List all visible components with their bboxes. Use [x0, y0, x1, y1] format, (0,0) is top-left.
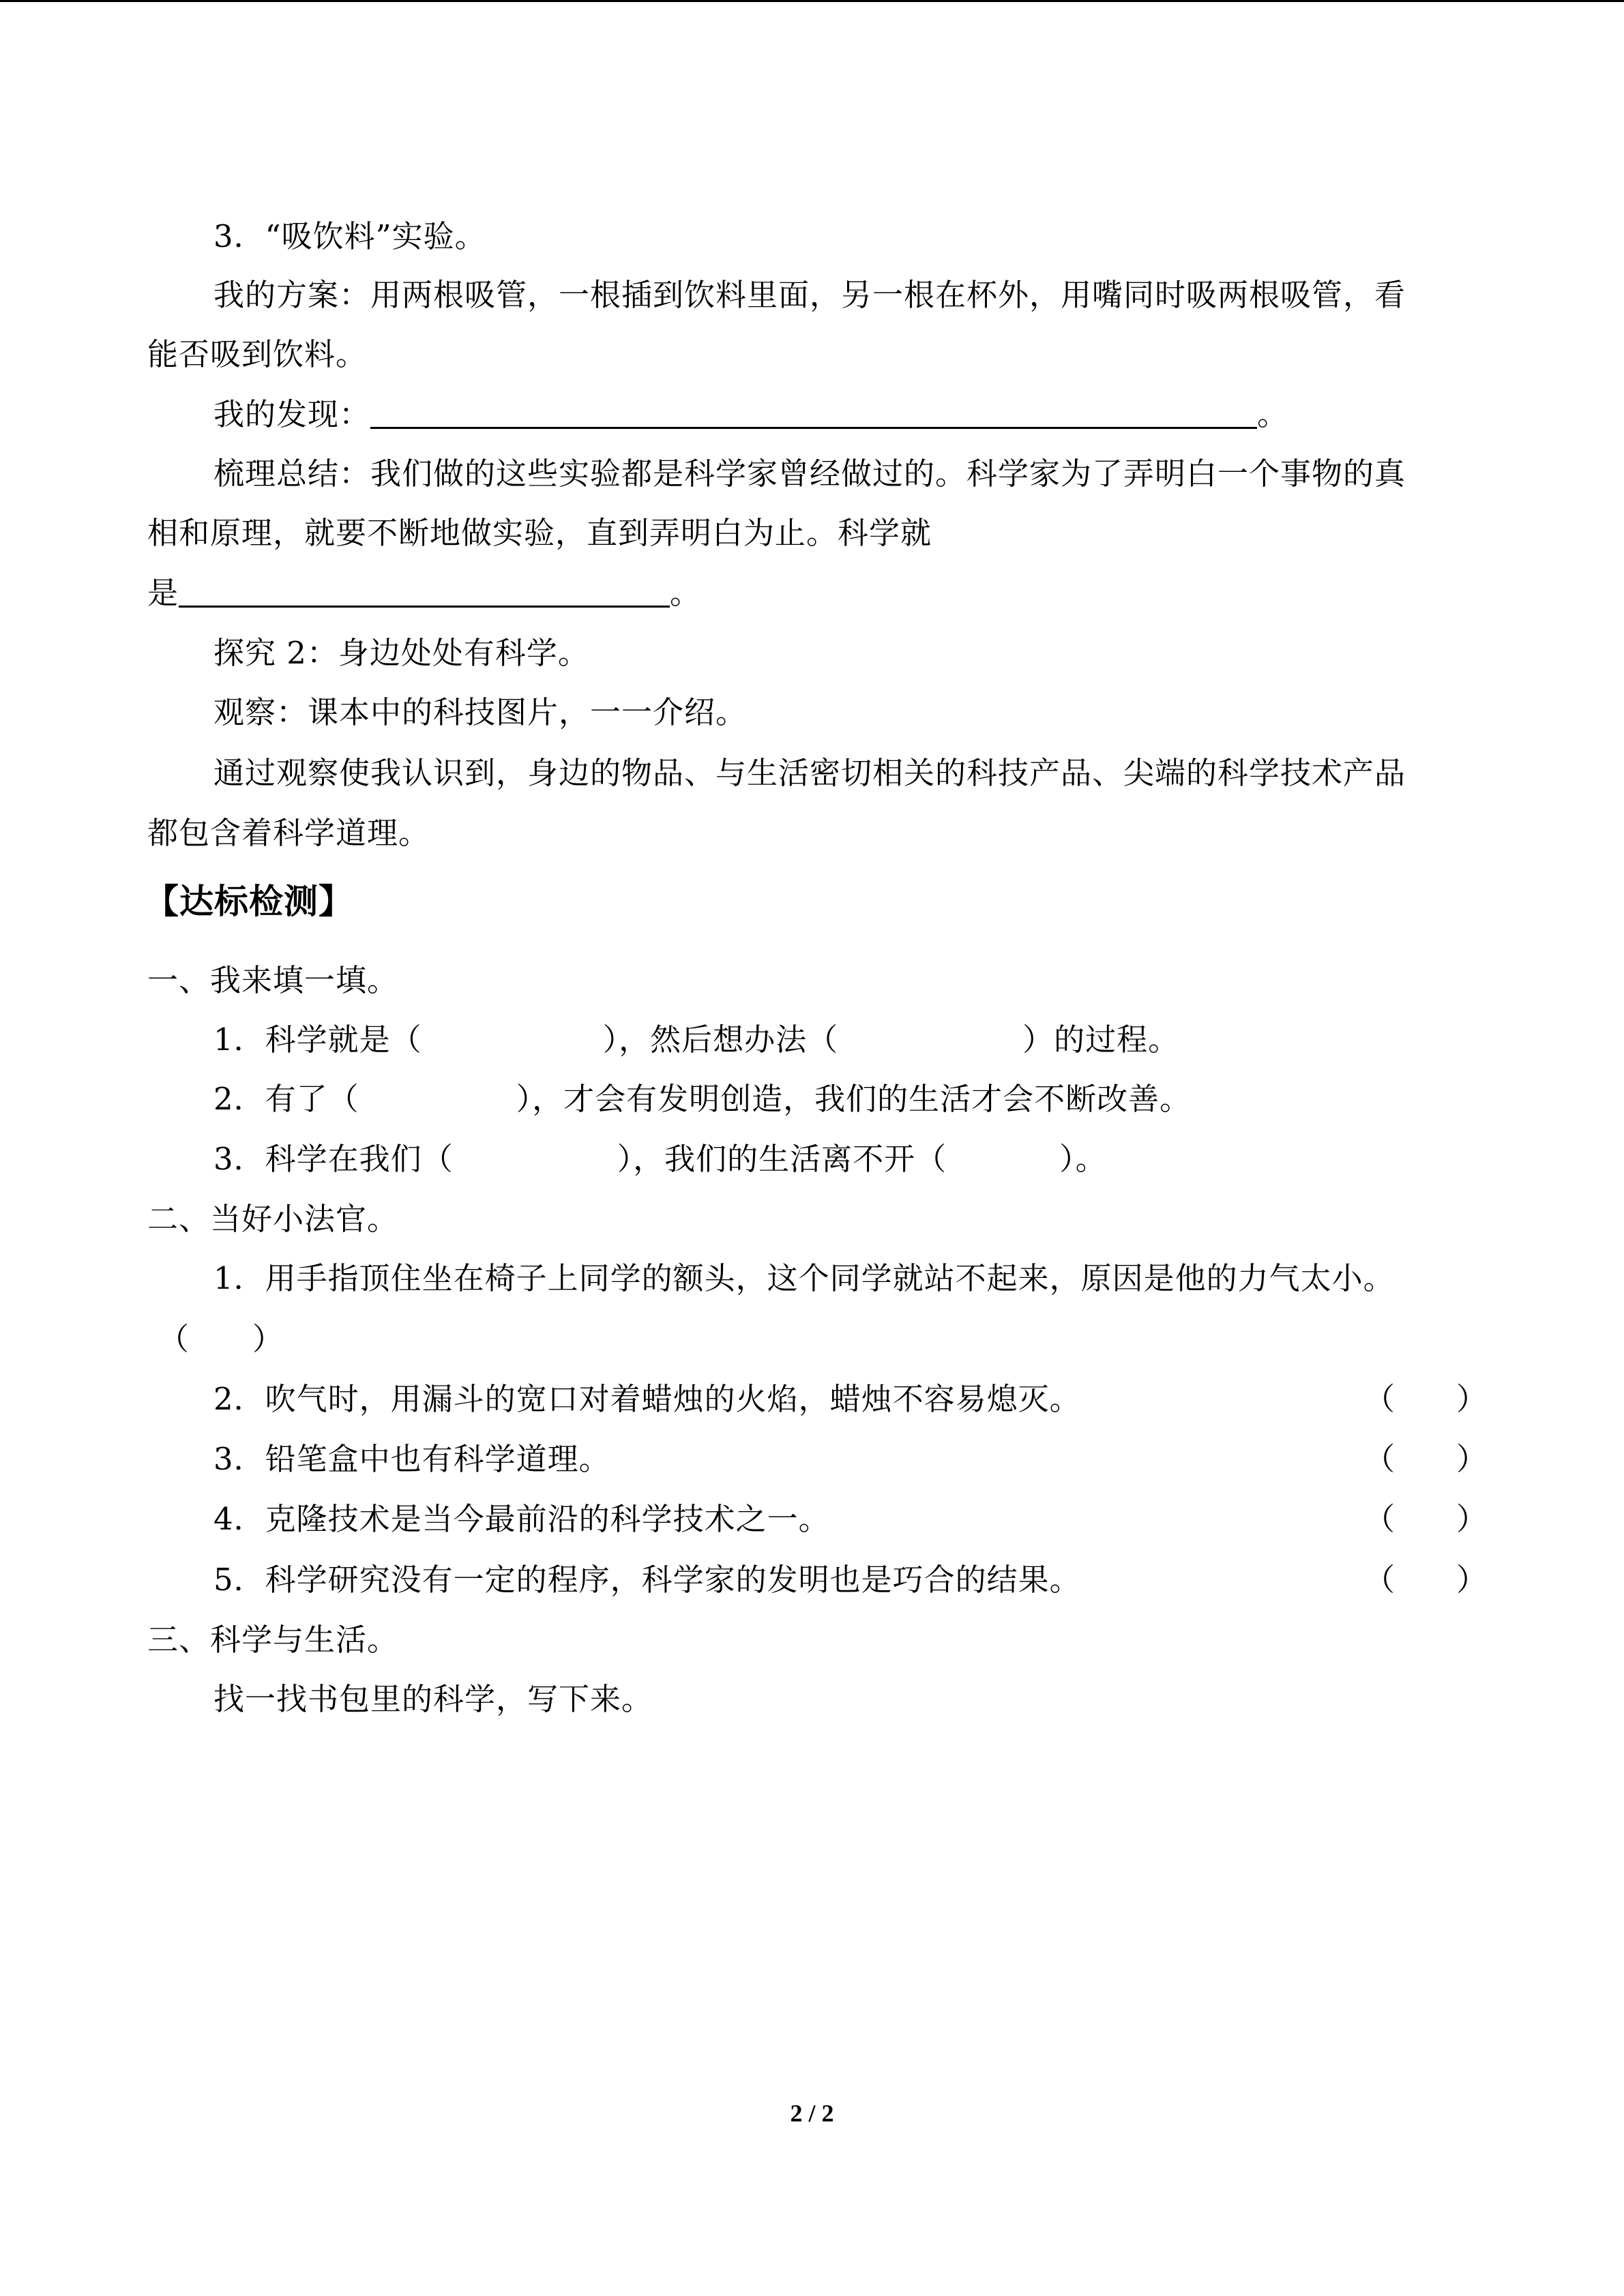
summary-line1: 梳理总结：我们做的这些实验都是科学家曾经做过的。科学家为了弄明白一个事物的真: [213, 456, 1406, 492]
summary-line2: 相和原理，就要不断地做实验，直到弄明白为止。科学就: [147, 515, 932, 551]
fill-q1-part-b: ），然后想办法（: [602, 1022, 839, 1058]
judge-q2-answer[interactable]: （ ）: [1364, 1381, 1488, 1417]
judge-q5: 5．科学研究没有一定的程序，科学家的发明也是巧合的结果。: [213, 1562, 1081, 1598]
summary-prefix: 是: [147, 575, 179, 611]
fill-q3: [213, 1139, 1107, 1180]
judge-q4-answer[interactable]: （ ）: [1364, 1501, 1488, 1537]
summary-line3: [147, 573, 701, 614]
observe-text: 观察：课本中的科技图片，一一介绍。: [213, 694, 748, 730]
fill-q3-part-c: ）。: [1059, 1141, 1107, 1177]
conclusion-line1: 通过观察使我认识到，身边的物品、与生活密切相关的科技产品、尖端的科学技术产品: [213, 755, 1406, 791]
section-2-title: 二、当好小法官。: [147, 1201, 399, 1237]
finding-label: 我的发现：: [213, 396, 371, 432]
conclusion-line2: 都包含着科学道理。: [147, 815, 430, 851]
fill-q2: [213, 1079, 1191, 1120]
section-3-task: 找一找书包里的科学，写下来。: [213, 1681, 653, 1717]
section-1-title: 一、我来填一填。: [147, 962, 399, 998]
page-number: 2 / 2: [790, 2100, 834, 2127]
judge-q4: 4．克隆技术是当今最前沿的科学技术之一。: [213, 1501, 830, 1537]
fill-q2-part-b: ），才会有发明创造，我们的生活才会不断改善。: [516, 1081, 1192, 1117]
experiment-3-title: 3．“吸饮料”实验。: [213, 218, 486, 254]
summary-period: 。: [670, 575, 702, 611]
fill-q1-part-c: ）的过程。: [1022, 1022, 1180, 1058]
finding-period: 。: [1257, 396, 1289, 432]
explore-2-title: 探究 2：身边处处有科学。: [213, 635, 589, 671]
judge-q1: 1．用手指顶住坐在椅子上同学的额头，这个同学就站不起来，原因是他的力气太小。: [213, 1260, 1395, 1296]
assessment-heading: 【达标检测】: [145, 881, 353, 921]
section-3-title: 三、科学与生活。: [147, 1622, 399, 1658]
judge-q3: 3．铅笔盒中也有科学道理。: [213, 1441, 610, 1477]
judge-q5-answer[interactable]: （ ）: [1364, 1562, 1488, 1598]
plan-text-line2: 能否吸到饮料。: [147, 336, 368, 372]
summary-blank[interactable]: [179, 578, 670, 608]
fill-q3-part-a: 3．科学在我们（: [213, 1141, 454, 1177]
finding-blank[interactable]: [370, 400, 1257, 429]
fill-q1-part-a: 1．科学就是（: [213, 1022, 422, 1058]
fill-q3-part-b: ），我们的生活离不开（: [617, 1141, 947, 1177]
fill-q2-part-a: 2．有了（: [213, 1081, 359, 1117]
judge-q2: 2．吹气时，用漏斗的宽口对着蜡烛的火焰，蜡烛不容易熄灭。: [213, 1381, 1081, 1417]
fill-q1: [213, 1019, 1179, 1060]
plan-text-line1: 我的方案：用两根吸管，一根插到饮料里面，另一根在杯外，用嘴同时吸两根吸管，看: [213, 277, 1406, 313]
finding-row: [213, 394, 1288, 435]
judge-q3-answer[interactable]: （ ）: [1364, 1441, 1488, 1477]
judge-q1-answer[interactable]: （ ）: [158, 1321, 284, 1357]
